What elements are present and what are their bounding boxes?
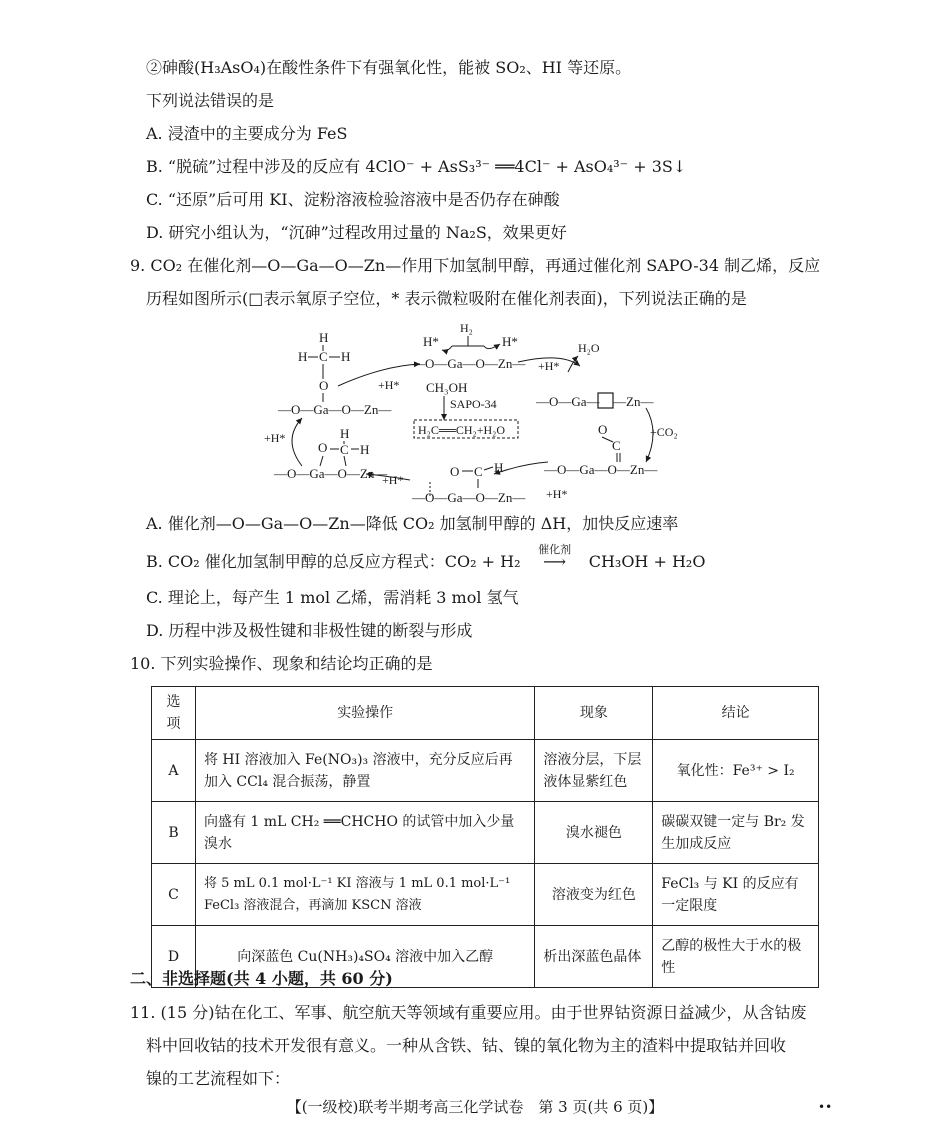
plus-h-star-1: +H* [378,378,400,392]
row-option: C [152,864,196,926]
site-right-end: —Zn— [613,394,654,409]
catalyst-arrow: 催化剂 ⟶ [526,552,584,572]
row-operation [195,740,534,802]
row-phenomenon: 析出深蓝色晶体 [535,926,653,988]
q9-option-c: C. 理论上，每产生 1 mol 乙烯，需消耗 3 mol 氢气 [146,588,519,607]
plus-h-star-5: +H* [264,431,286,445]
operation-line: FeCl₃ 溶液混合，再滴加 KSCN 溶液 [203,897,422,913]
oxygen-vacancy-square [598,393,613,408]
site-right-label: —O—Ga— [536,394,600,409]
q10-stem: 10. 下列实验操作、现象和结论均正确的是 [130,654,433,673]
q9-option-a: A. 催化剂—O—Ga—O—Zn—降低 CO₂ 加氢制甲醇的 ΔH，加快反应速率 [146,514,679,533]
operation-line: 向深蓝色 Cu(NH₃)₄SO₄ 溶液中加入乙醇 [237,948,494,965]
row-option: D [152,926,196,988]
q8-option-b: B. “脱硫”过程中涉及的反应有 4ClO⁻ + AsS₃³⁻ ══4Cl⁻ + AsO₄³⁻ + 3S↓ [146,157,687,176]
q11-line2: 料中回收钴的技术开发很有意义。一种从含铁、钴、镍的氧化物为主的渣料中提取钴并回收 [146,1036,787,1055]
plus-h-star-4: +H* [382,473,404,487]
header-operation: 实验操作 [195,687,534,740]
atom-c-bottom: C [474,464,483,479]
product-box-text: H₂C══CH₂+H₂O [418,423,505,437]
row-phenomenon: 溶液分层，下层液体显紫红色 [535,740,653,802]
ch3oh-label: CH₃OH [426,380,468,395]
operation-line: 加入 CCl₄ 混合振荡，静置 [203,773,371,790]
q11-line3: 镍的工艺流程如下： [146,1069,291,1088]
row-operation [195,802,534,864]
q9-option-b [146,543,706,572]
atom-h-bl-right: H [360,442,370,457]
table-row [152,802,819,864]
q8-option-c: C. “还原”后可用 KI、淀粉溶液检验溶液中是否仍存在砷酸 [146,190,560,209]
site-bottom-label: —O—Ga—O—Zn— [412,490,526,505]
section-2-heading: 二、非选择题(共 4 小题，共 60 分) [130,969,393,988]
q9-option-b-prefix: B. CO₂ 催化加氢制甲醇的总反应方程式：CO₂ + H₂ [146,552,521,571]
q8-option-a: A. 浸渣中的主要成分为 FeS [146,124,348,143]
q8-option-d: D. 研究小组认为，“沉砷”过程改用过量的 Na₂S，效果更好 [146,223,567,242]
header-option: 选项 [152,687,196,740]
q9-option-b-suffix: CH₃OH + H₂O [588,552,706,571]
row-conclusion: 碳碳双键一定与 Br₂ 发生加成反应 [653,802,819,864]
atom-o-bl: O [318,440,328,455]
plus-h-star-3: +H* [546,487,568,501]
table-header-row [152,687,819,740]
operation-line: 向盛有 1 mL CH₂ ══CHCHO 的试管中加入少量 [203,813,515,830]
atom-h-left: H [298,349,308,364]
plus-h-star-2: +H* [538,359,560,373]
site-top-label: —O—Ga—O—Zn— [412,356,526,371]
header-phenomenon: 现象 [535,687,653,740]
atom-h-top: H [319,330,329,345]
reaction-mechanism-diagram [262,316,702,508]
operation-line: 溴水 [203,835,232,852]
atom-h-bl-top: H [340,426,350,441]
corner-mark: •• [818,1100,833,1114]
page-footer: 【(一级校)联考半期考高三化学试卷 第 3 页(共 6 页)】 [286,1098,664,1116]
header-conclusion: 结论 [653,687,819,740]
q8-note: ②砷酸(H₃AsO₄)在酸性条件下有强氧化性，能被 SO₂、HI 等还原。 [146,58,632,77]
q9-stem-line1: 9. CO₂ 在催化剂—O—Ga—O—Zn—作用下加氢制甲醇，再通过催化剂 SAPO-34 制乙烯，反应 [130,256,821,275]
atom-o-co2: O [598,422,608,437]
q8-stem: 下列说法错误的是 [146,91,275,110]
atom-o-top: O [319,378,329,393]
q9-stem-line2: 历程如图所示(□表示氧原子空位，* 表示微粒吸附在催化剂表面)，下列说法正确的是 [146,289,747,308]
row-operation [195,864,534,926]
h2o-label: H₂O [578,341,600,355]
q9-option-d: D. 历程中涉及极性键和非极性键的断裂与形成 [146,621,473,640]
row-phenomenon: 溴水褪色 [535,802,653,864]
row-conclusion: 氧化性：Fe³⁺ > I₂ [653,740,819,802]
atom-c-top: C [319,349,328,364]
site-co2-label: —O—Ga—O—Zn— [544,462,658,477]
experiment-table [151,686,819,988]
h2-label: H₂ [460,321,473,335]
atom-c-bl: C [340,442,349,457]
row-conclusion: 乙醇的极性大于水的极性 [653,926,819,988]
operation-line: 将 HI 溶液加入 Fe(NO₃)₃ 溶液中，充分反应后再 [203,751,513,768]
row-option: B [152,802,196,864]
site-bl-label: —O—Ga—O—Zn— [274,466,388,481]
row-conclusion: FeCl₃ 与 KI 的反应有一定限度 [653,864,819,926]
h-star-left: H* [423,334,439,349]
sapo-label: SAPO-34 [450,397,497,411]
row-phenomenon: 溶液变为红色 [535,864,653,926]
table-row [152,864,819,926]
q11-line1: 11. (15 分)钴在化工、军事、航空航天等领域有重要应用。由于世界钴资源日益减少，从含钴废 [130,1003,807,1022]
h-star-right: H* [502,334,518,349]
catalyst-label: 催化剂 [538,543,572,556]
operation-line: 将 5 mL 0.1 mol·L⁻¹ KI 溶液与 1 mL 0.1 mol·L⁻¹ [203,875,511,891]
atom-h-bottom: H [494,460,504,475]
atom-o-bottom: O [450,464,460,479]
plus-co2-label: +CO₂ [650,425,678,439]
row-option: A [152,740,196,802]
atom-h-right: H [341,349,351,364]
site-left-label: —O—Ga—O—Zn— [278,402,392,417]
table-row [152,740,819,802]
atom-c-co2: C [612,438,621,453]
